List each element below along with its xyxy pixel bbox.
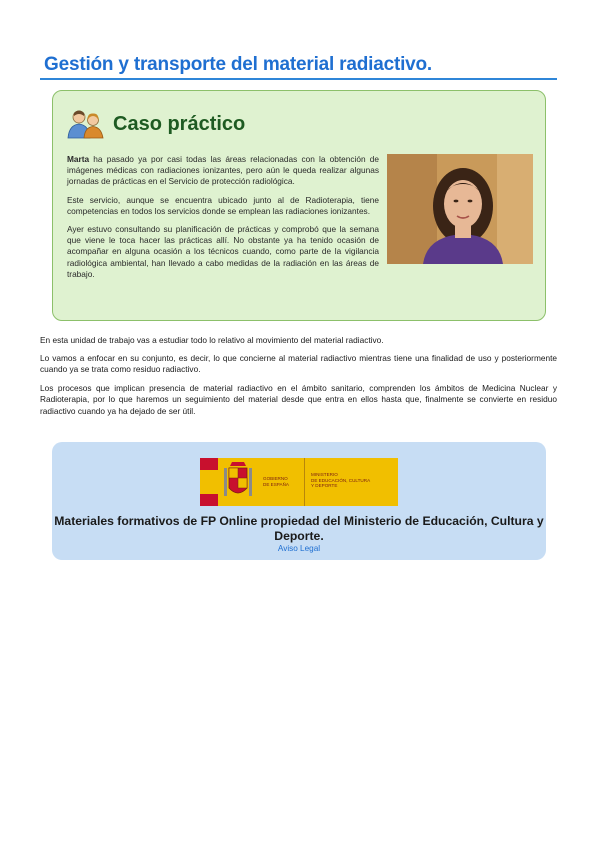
ministry-logo <box>200 458 398 506</box>
case-paragraph-1: ha pasado ya por casi todas las áreas relacionadas con la obtención de imágenes médicas con radiaciones ionizantes, pero aún le queda realizar algunas jornadas de prácticas en el Servicio de protección radiológica. <box>67 154 379 187</box>
student-photo <box>387 154 533 264</box>
intro-paragraph-2: Lo vamos a enfocar en su conjunto, es decir, lo que concierne al material radiactivo mientras tiene una finalidad de uso y posteriormente cuando ya se trata como residuo radiactivo. <box>40 353 557 375</box>
title-divider <box>40 78 557 80</box>
person-name: Marta <box>67 154 90 164</box>
case-study-box <box>52 90 546 321</box>
page-title: Gestión y transporte del material radiactivo. <box>44 54 433 75</box>
case-paragraph-2: Este servicio, aunque se encuentra ubicado junto al de Radioterapia, tiene competencias en todos los servicios donde se emplean las radiaciones ionizantes. <box>67 194 379 216</box>
coat-of-arms-icon <box>218 458 258 506</box>
people-icon <box>67 109 105 139</box>
footer-box <box>52 442 546 560</box>
case-study-heading: Caso práctico <box>113 113 246 135</box>
ministerio-label: MINISTERIO DE EDUCACIÓN, CULTURA Y DEPORTE <box>305 458 398 506</box>
gobierno-label: GOBIERNO DE ESPAÑA <box>258 458 304 506</box>
intro-paragraph-1: En esta unidad de trabajo vas a estudiar todo lo relativo al movimiento del material radiactivo. <box>40 335 384 345</box>
legal-notice-link[interactable]: Aviso Legal <box>277 544 321 553</box>
footer-title: Materiales formativos de FP Online propiedad del Ministerio de Educación, Cultura y Deporte. <box>54 514 544 543</box>
case-study-text <box>67 154 533 287</box>
case-paragraph-3: Ayer estuvo consultando su planificación de prácticas y comprobó que la semana que viene le toca hacer las prácticas allí. No obstante ya ha tenido ocasión de acompañar en alguna ocasión a los técnicos cuando, como parte de la vigilancia radiológica ambiental, han llevado a cabo medidas de la radiación en las áreas de trabajo. <box>67 224 379 279</box>
spain-flag-icon <box>200 458 218 506</box>
intro-paragraph-3: Los procesos que implican presencia de material radiactivo en el ámbito sanitario, comprenden los ámbitos de Medicina Nuclear y Radioterapia, por lo que haremos un seguimiento del material desde que entra en ellos hasta que, finalmente se convierte en residuo radiactivo cuando ya ha dejado de ser útil. <box>40 383 557 416</box>
